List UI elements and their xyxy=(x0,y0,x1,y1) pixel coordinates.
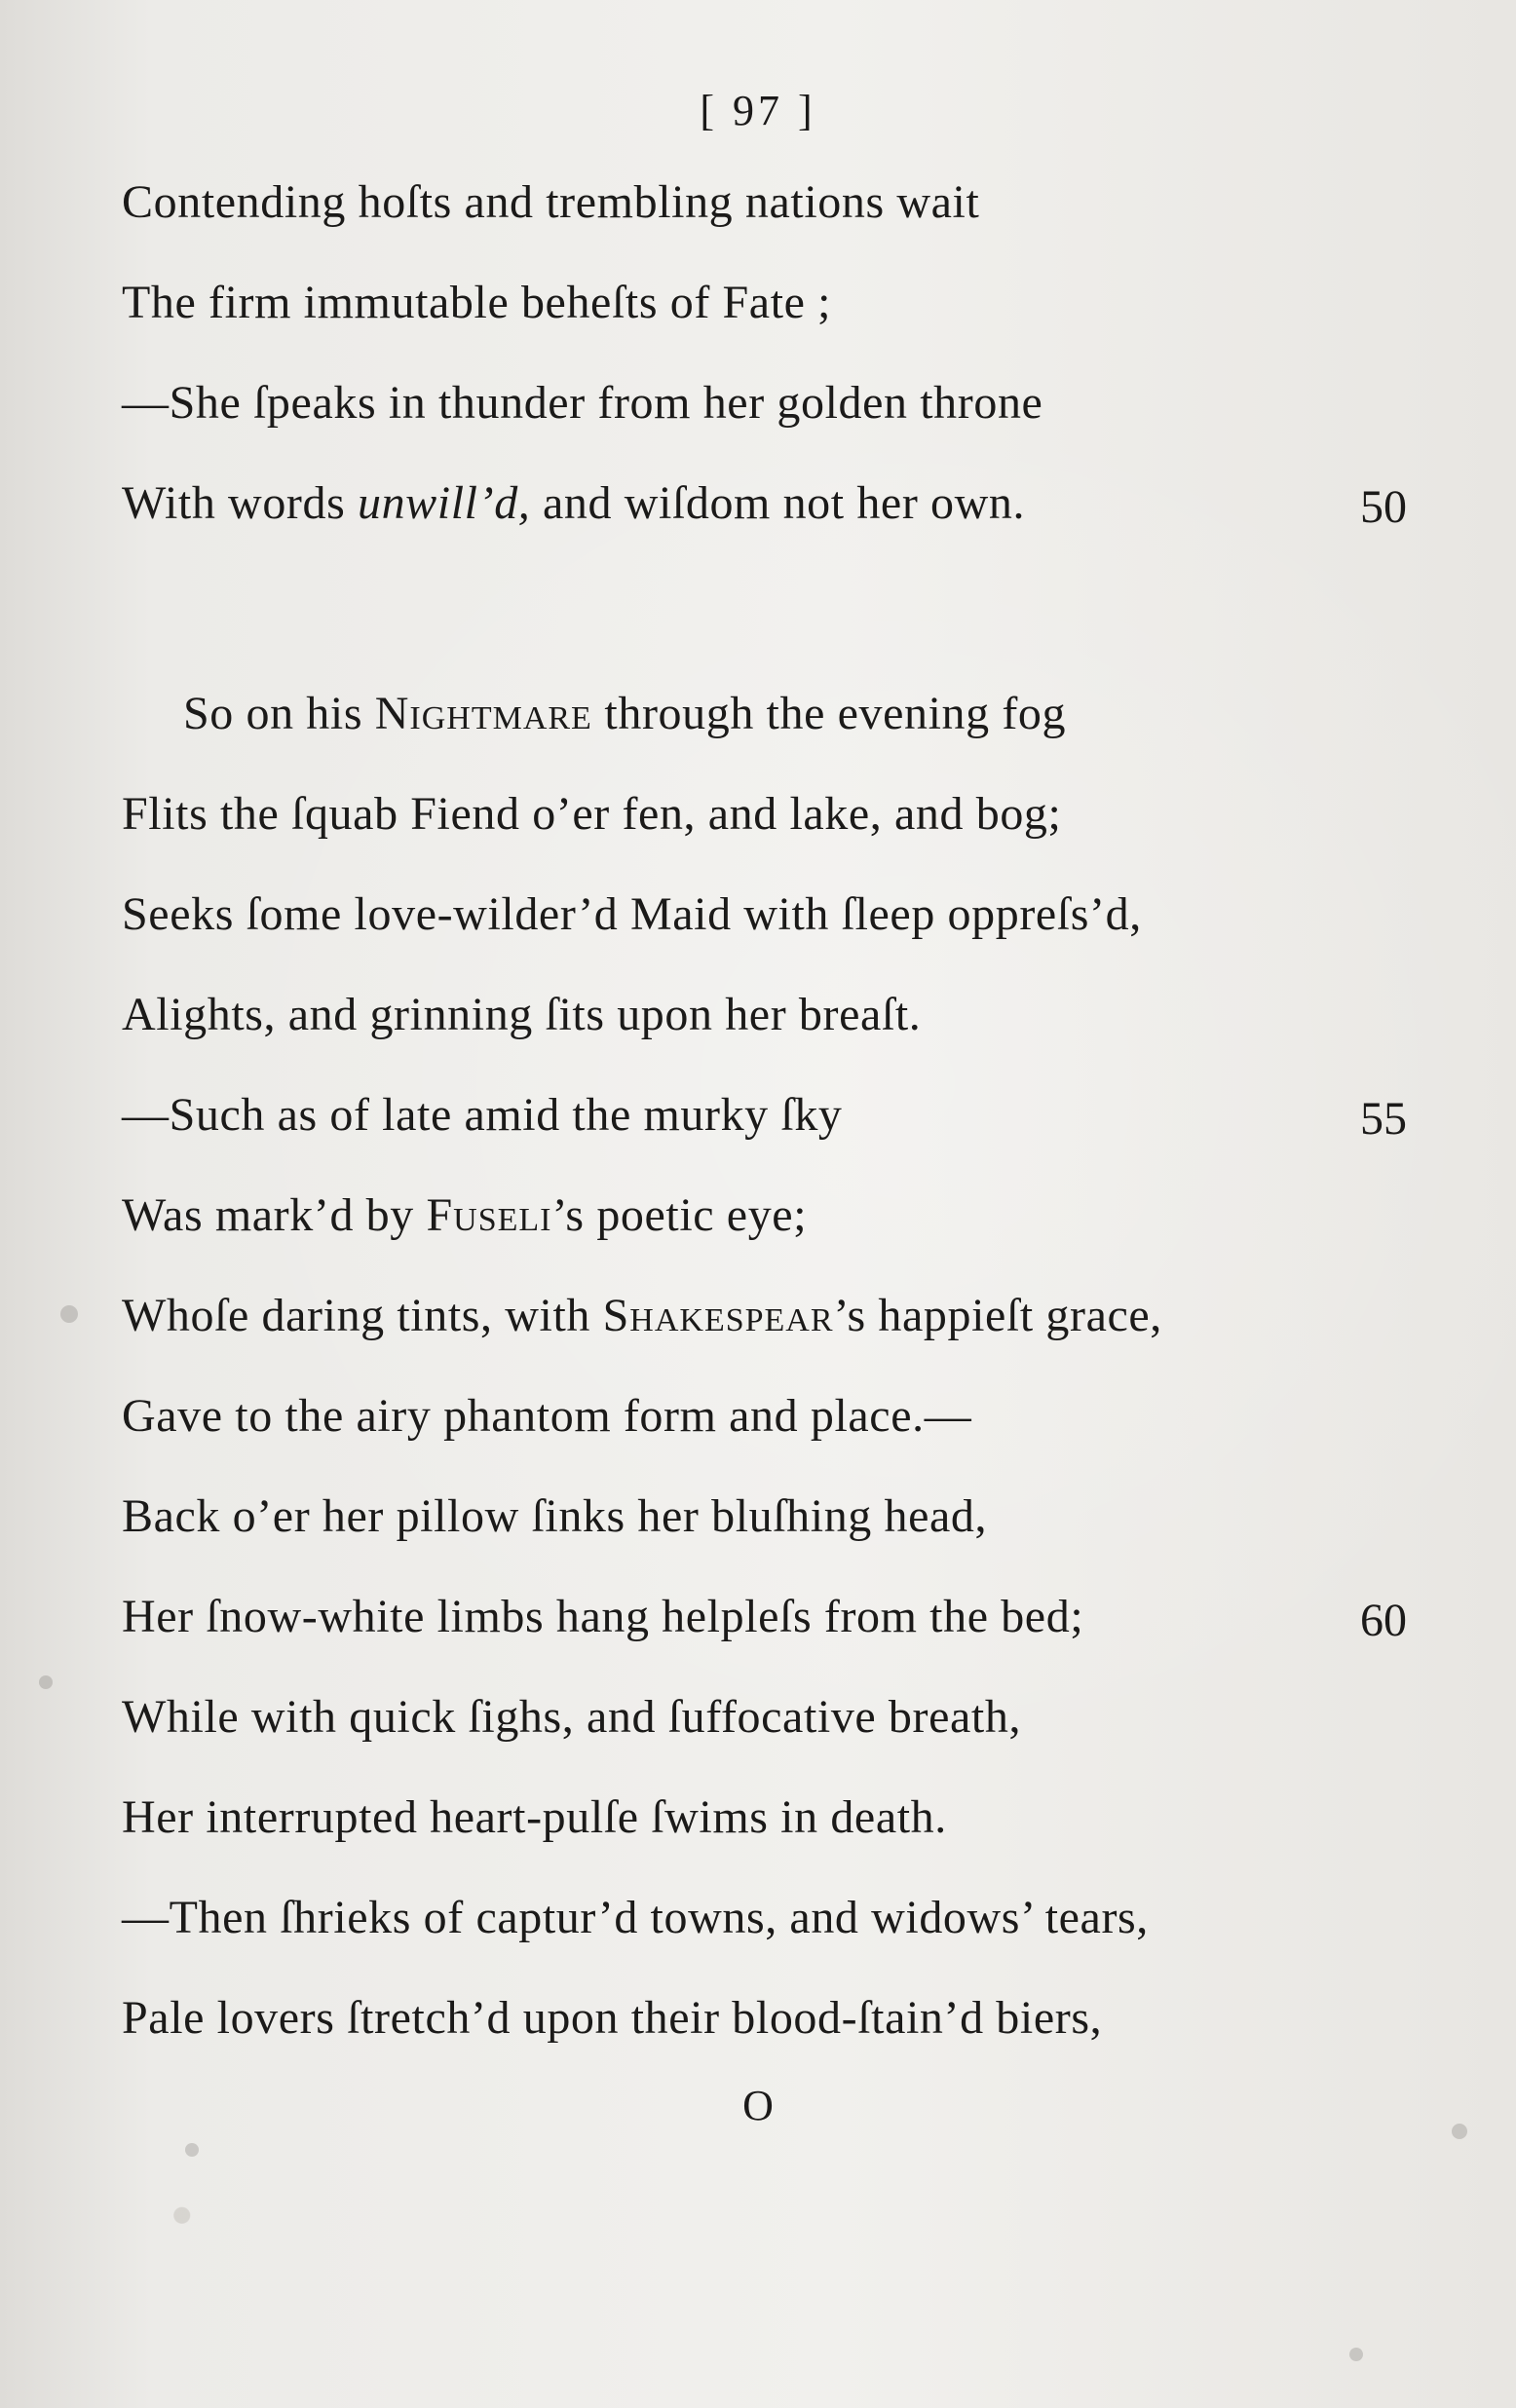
poem-line-11 xyxy=(122,1289,1162,1342)
page-number-header: [ 97 ] xyxy=(700,87,816,134)
poem-line-4 xyxy=(122,476,1025,530)
poem-line-7: Seeks ſome love-wilder’d Maid with ſleep oppreſs’d, xyxy=(122,888,1142,940)
poem-line-2: The firm immutable beheſts of Fate ; xyxy=(122,277,832,328)
poem-line-12: Gave to the airy phantom form and place.— xyxy=(122,1390,972,1442)
line-number-60: 60 xyxy=(1360,1595,1407,1646)
poem-line-6: Flits the ſquab Fiend o’er fen, and lake, and bog; xyxy=(122,788,1062,840)
poem-line-1: Contending hoſts and trembling nations wait xyxy=(122,176,980,228)
poem-line-3: —She ſpeaks in thunder from her golden throne xyxy=(122,377,1043,429)
line-11-smallcaps: Shakespear xyxy=(602,1290,834,1341)
line-5-start: So on his xyxy=(183,688,375,739)
paper-spot xyxy=(39,1675,53,1689)
paper-spot xyxy=(185,2143,199,2157)
line-10-start: Was mark’d by xyxy=(122,1189,427,1241)
paper-spot xyxy=(1349,2348,1363,2361)
poem-line-17: —Then ſhrieks of captur’d towns, and widows’ tears, xyxy=(122,1892,1149,1943)
poem-line-15: While with quick ſighs, and ſuffocative breath, xyxy=(122,1691,1022,1743)
poem-line-13: Back o’er her pillow ſinks her bluſhing head, xyxy=(122,1490,988,1542)
line-4-start: With words xyxy=(122,477,358,529)
line-number-50: 50 xyxy=(1360,481,1407,533)
line-11-end: ’s happieſt grace, xyxy=(833,1290,1162,1341)
paper-spot xyxy=(60,1305,78,1323)
line-number-55: 55 xyxy=(1360,1093,1407,1145)
line-10-end: ’s poetic eye; xyxy=(551,1189,808,1241)
poem-line-16: Her interrupted heart-pulſe ſwims in death. xyxy=(122,1791,947,1843)
signature-mark: O xyxy=(742,2082,774,2129)
poem-line-10 xyxy=(122,1188,807,1242)
line-5-end: through the evening fog xyxy=(591,688,1067,739)
paper-spot xyxy=(1452,2124,1467,2139)
poem-line-8: Alights, and grinning ſits upon her breaſt. xyxy=(122,989,922,1040)
poem-line-18: Pale lovers ſtretch’d upon their blood-ſtain’d biers, xyxy=(122,1992,1103,2044)
poem-line-14: Her ſnow-white limbs hang helpleſs from the bed; xyxy=(122,1591,1084,1642)
line-11-start: Whoſe daring tints, with xyxy=(122,1290,603,1341)
poem-line-9: —Such as of late amid the murky ſky xyxy=(122,1089,843,1141)
line-10-smallcaps: Fuseli xyxy=(426,1189,552,1241)
line-4-end: and wiſdom not her own. xyxy=(530,477,1026,529)
line-5-smallcaps: Nightmare xyxy=(374,688,592,739)
poem-line-5 xyxy=(183,687,1066,740)
line-4-italic: unwill’d, xyxy=(357,477,531,529)
